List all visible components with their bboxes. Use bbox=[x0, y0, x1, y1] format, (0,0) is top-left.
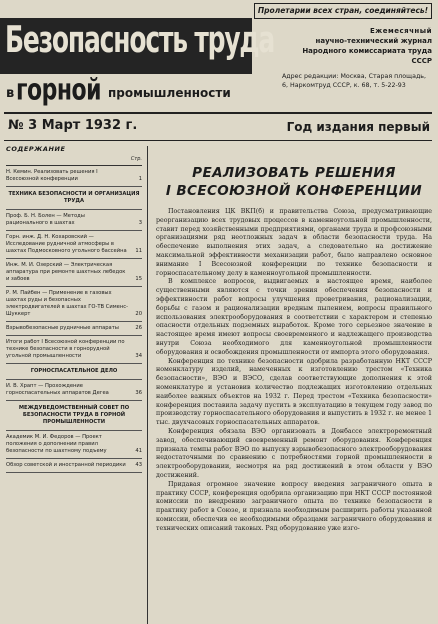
info-publisher: Народного комиссариата труда СССР bbox=[302, 47, 432, 65]
toc-entry-title: Н. Кемин. Реализовать решения I Всесоюзной конференции bbox=[6, 169, 98, 182]
toc-entry-page: 43 bbox=[135, 462, 142, 468]
masthead-rule bbox=[4, 112, 432, 114]
toc-section-heading: МЕЖДУВЕДОМСТВЕННЫЙ СОВЕТ ПО БЕЗОПАСНОСТИ ТРУДА В ГОРНОЙ ПРОМЫШЛЕННОСТИ bbox=[6, 401, 142, 431]
toc-entry-page: 15 bbox=[135, 276, 142, 282]
column-divider bbox=[147, 146, 148, 624]
lead-article bbox=[156, 146, 432, 624]
issue-rule bbox=[4, 140, 432, 141]
toc-entry[interactable] bbox=[6, 259, 142, 287]
toc-entry-page: 26 bbox=[135, 325, 142, 331]
toc-entry-title: Горн. инж. Д. Н. Кохаровский — Исследование рудничной атмосферы в шахтах Подмосковного угольного бассейна bbox=[6, 234, 127, 254]
slogan: Пролетарии всех стран, соединяйтесь! bbox=[254, 3, 432, 19]
toc-list bbox=[6, 166, 142, 473]
toc-heading: СОДЕРЖАНИЕ bbox=[6, 145, 66, 153]
toc-entry-title: Инж. М. И. Озерский — Электрическая аппаратура при ремонте шахтных лебедок и забоев bbox=[6, 262, 126, 282]
article-paragraph: Постановления ЦК ВКП(б) и правительства Союза, предусматривающие реорганизацию всех трудовых процессов в каменноугольной промышленности, ставит перед хозяйственными предприятиями, органами труда и профсоюзными организациями ряд неотложных задач в области безопасности труда. На обеспечение выполнения этих задач, а следовательно на достижение максимальной эффективности механизации работ, было направлено основное внимание I Всесоюзной конференции по технике безопасности и горноспасательному делу в каменноугольной промышленности. bbox=[156, 208, 432, 277]
toc-entry-page: 3 bbox=[138, 220, 142, 226]
article-title-line2: I ВСЕСОЮЗНОЙ КОНФЕРЕНЦИИ bbox=[165, 183, 423, 199]
article-paragraph: Конференция обязала ВЭО организовать в Донбассе электроремонтный завод, обеспечивающий своевременный ремонт оборудования. Конференция признала темпы работ ВЭО по выпуску взрывобезопасного электрооборудования недостаточными по сравнению с потребностями горной промышленности в электрооборудовании, несмотря на ряд достижений в этом области у ВЭО достижений. bbox=[156, 427, 432, 479]
toc-entry-title: Взрывобезопасные рудничные аппараты bbox=[6, 325, 119, 331]
toc-entry[interactable] bbox=[6, 287, 142, 322]
toc-entry-page: 1 bbox=[138, 176, 142, 182]
toc-entry[interactable] bbox=[6, 459, 142, 473]
toc-entry[interactable] bbox=[6, 166, 142, 187]
toc-entry-page: 36 bbox=[135, 390, 142, 396]
article-body bbox=[156, 208, 432, 533]
masthead-title-prom: промышленности bbox=[108, 86, 231, 100]
toc-entry-title: Р. М. Пайбен — Применение в газовых шахтах руды и безопасных электродвигателей в шахтах ГО-ТВ Сименс-Шуккерт bbox=[6, 290, 128, 317]
info-address: Адрес редакции: Москва, Старая площадь, 6, Наркомтруд СССР, к. 68, т. 5-22-93 bbox=[282, 73, 427, 89]
masthead-title-v: в bbox=[6, 86, 15, 101]
info-type: научно-технический журнал bbox=[315, 37, 432, 45]
toc-entry-title: И. В. Храпт — Прохождение горноспасательных аппаратов Дегеа bbox=[6, 383, 109, 396]
toc-entry[interactable] bbox=[6, 231, 142, 259]
toc-entry[interactable] bbox=[6, 431, 142, 459]
article-paragraph: В комплексе вопросов, выдвигаемых в настоящее время, наиболее существенными являются с точки зрения обеспечения безопасности и эффективности работ вопросы улучшения проветривания, рационализации, борьбы с газом и рационализации вредным пылением, вопросы правильного использования электрооборудования в соответствии с характером и степенью опасности отдельных подземных выработок. Кроме того серьезное значение в настоящее время имеют вопросы своевременного и надлежащего производства внутри Союза необходимого для каменноугольной промышленности оборудования и освобождения промышленности от импорта этого оборудования. bbox=[156, 278, 432, 356]
toc-entry-title: Обзор советской и иностранной периодики bbox=[6, 462, 126, 468]
article-paragraph: Придавая огромное значение вопросу введения заграничного опыта в практику СССР, конференция одобрила организацию при НКТ СССР постоянной комиссии по внедрению заграничного опыта по технике безопасности в практику работ в Союзе, и признала необходимым расширить работы указанной комиссии, обеспечив ее необходимыми образцами заграничного оборудования и технических описаний таковых. Ряд оборудование уже изго- bbox=[156, 480, 432, 532]
masthead-title: Безопасность труда bbox=[5, 18, 275, 61]
toc-entry-title: Академик М. И. Федоров — Проект положения о дополнении правил безопасности по шахтному подъему bbox=[6, 434, 107, 454]
toc-entry-page: 34 bbox=[135, 353, 142, 359]
toc-entry[interactable] bbox=[6, 322, 142, 336]
publication-info bbox=[282, 26, 432, 90]
article-title bbox=[156, 164, 432, 200]
toc-entry-title: Итоги работ I Всесоюзной конференции по технике безопасности в горнорудной угольной промышленности bbox=[6, 339, 125, 359]
toc-section-heading: ГОРНОСПАСАТЕЛЬНОЕ ДЕЛО bbox=[6, 364, 142, 380]
toc-page-label: Стр. bbox=[6, 156, 142, 166]
toc-entry-page: 20 bbox=[135, 311, 142, 317]
issue-number: № 3 Март 1932 г. bbox=[8, 118, 138, 133]
masthead-title-gornoy: горной bbox=[16, 74, 102, 108]
toc-entry-title: Проф. Б. Н. Болен — Методы рационального в шахтах bbox=[6, 213, 85, 226]
table-of-contents bbox=[6, 146, 142, 624]
article-paragraph: Конференция по технике безопасности одобрила разработанную НКТ СССР номенклатуру изделий, намеченных к изготовлению трестом «Техника безопасности», ВЭО и ВЭСО, сделав соответствующие дополнения к этой номенклатуре и установив количество подлежащих изготовлению отдельных наиболее важных объектов на 1932 г. Перед трестом «Техника безопасности» конференция поставила задачу пустить в эксплуатацию в текущем году завод по производству горноспасательного оборудования и выпустить в 1932 г. не менее 1 тыс. двухчасовых горноспасательных аппаратов. bbox=[156, 357, 432, 427]
toc-entry-page: 11 bbox=[135, 248, 142, 254]
toc-entry[interactable] bbox=[6, 380, 142, 401]
publication-year: Год издания первый bbox=[286, 120, 430, 134]
toc-section-heading: ТЕХНИКА БЕЗОПАСНОСТИ И ОРГАНИЗАЦИЯ ТРУДА bbox=[6, 187, 142, 210]
toc-entry[interactable] bbox=[6, 210, 142, 231]
info-periodicity: Ежемесячный bbox=[370, 27, 432, 35]
article-title-line1: РЕАЛИЗОВАТЬ РЕШЕНИЯ bbox=[192, 165, 396, 181]
toc-entry-page: 41 bbox=[135, 448, 142, 454]
toc-entry[interactable] bbox=[6, 336, 142, 364]
